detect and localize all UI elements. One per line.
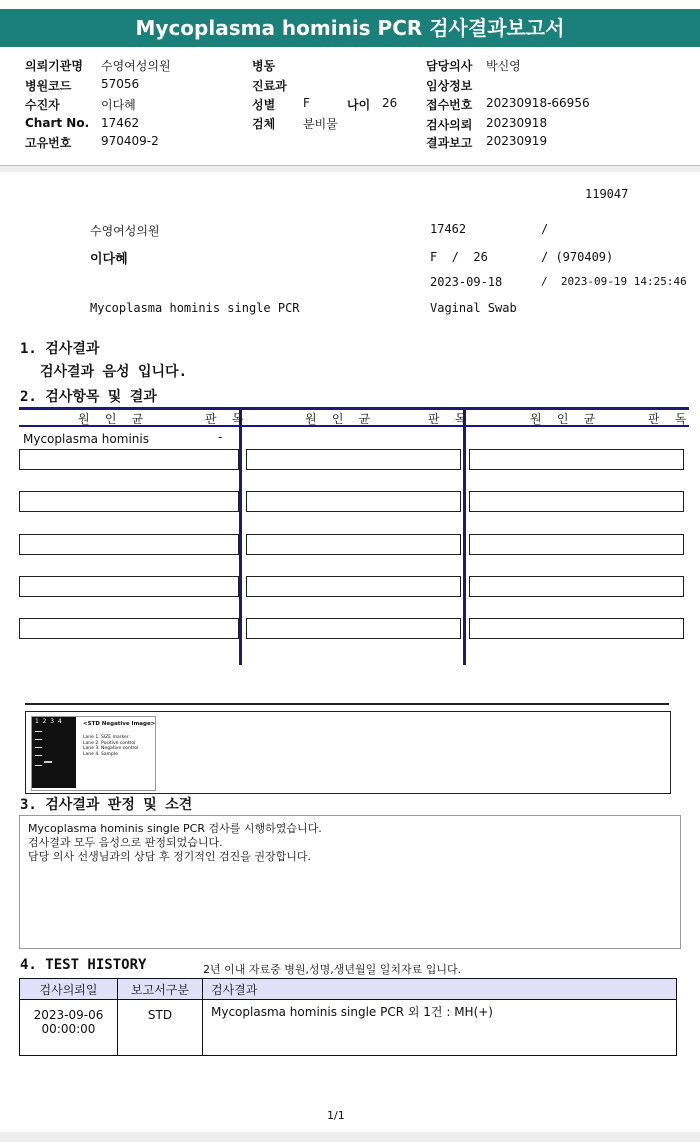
gel-band [35,755,42,756]
clinical-info-label: 임상정보 [426,79,473,93]
sex-value: F [303,96,310,110]
gel-band [35,731,42,732]
pathogen-result: - [218,430,223,444]
opinion-box [19,815,681,949]
opinion-line: Mycoplasma hominis single PCR 검사를 시행하였습니다. [28,822,322,835]
result-box [469,491,684,512]
section1-title: 1. 검사결과 [20,341,100,357]
info-id: / (970409) [541,250,614,264]
section4-title: 4. TEST HISTORY [20,957,147,973]
history-table [19,978,677,1056]
result-box [469,576,684,597]
receipt-no-value: 20230918-66956 [486,96,590,110]
info-sex-age: F / 26 [430,250,488,264]
history-type: STD [118,1000,203,1056]
col-pathogen-2: 원 인 균 [305,412,375,426]
gel-top-rule [25,703,669,705]
report-title: Mycoplasma hominis PCR 검사결과보고서 [0,9,700,47]
history-col-type: 보고서구분 [118,979,203,1000]
patient-value: 이다혜 [101,98,136,112]
specimen-value: 분비물 [303,117,338,131]
chart-no-label: Chart No. [25,116,90,130]
gel-legend-item: Lane 4. Sample [83,751,118,757]
hospital-label: 의뢰기관명 [25,59,83,73]
patient-label: 수진자 [25,98,60,112]
history-date-cell [20,1000,118,1056]
gel-band [35,739,42,740]
history-col-date: 검사의뢰일 [20,979,118,1000]
result-box [19,534,239,555]
info-report-datetime: / 2023-09-19 14:25:46 [541,275,687,288]
gel-legend-item: Lane 1. SIZE marker [83,735,129,740]
doctor-label: 담당의사 [426,59,473,73]
report-label: 결과보고 [426,136,473,150]
col-judge-3: 판 독 [648,412,691,426]
section3-title: 3. 검사결과 판정 및 소견 [20,797,193,813]
request-label: 검사의뢰 [426,118,473,132]
opinion-line: 검사결과 모두 음성으로 판정되었습니다. [28,836,223,849]
result-box [469,449,684,470]
history-time: 00:00:00 [41,1022,96,1036]
chart-no-value: 17462 [101,116,140,130]
gel-legend [83,735,138,757]
hospital-code-label: 병원코드 [25,79,72,93]
page-bottom-band [0,1132,700,1142]
page-number: 1/1 [327,1109,345,1122]
info-hospital: 수영여성의원 [90,224,160,238]
gel-lanes-image [32,717,76,788]
result-box [19,491,239,512]
result-box [246,618,461,639]
info-specimen: Vaginal Swab [430,301,517,315]
result-box [246,491,461,512]
col-judge-2: 판 독 [428,412,471,426]
col-pathogen-3: 원 인 균 [530,412,600,426]
gel-legend-item: Lane 2. Positive control [83,740,136,746]
history-note: 2년 이내 자료중 병원,성명,생년월일 일치자료 입니다. [203,963,462,976]
info-request-date: 2023-09-18 [430,275,503,289]
specimen-label: 검체 [252,117,276,131]
page-band [0,166,700,172]
gel-legend-item: Lane 3. Negative control [83,746,139,751]
result-box [246,576,461,597]
section2-title: 2. 검사항목 및 결과 [20,389,157,405]
gel-caption: <STD Negative Image> [83,721,156,727]
result-box [19,449,239,470]
table-row [20,1000,677,1056]
results-col-divider-2 [463,407,466,665]
receipt-no-label: 접수번호 [426,98,473,112]
report-number: 119047 [585,187,629,201]
results-col-divider-1 [239,407,242,665]
opinion-line: 담당 의사 선생님과의 상담 후 정기적인 검진을 권장합니다. [28,850,311,863]
dept-label: 진료과 [252,79,287,93]
ward-label: 병동 [252,59,276,73]
history-header-row [20,979,677,1000]
history-col-result: 검사결과 [203,979,677,1000]
unique-no-value: 970409-2 [101,134,159,148]
age-label: 나이 [347,98,371,112]
result-box [19,576,239,597]
report-value: 20230919 [486,134,548,148]
info-chart-sep: / [541,222,549,236]
hospital-value: 수영여성의원 [101,59,171,73]
info-test-name: Mycoplasma hominis single PCR [90,301,300,315]
unique-no-label: 고유번호 [25,136,72,150]
request-value: 20230918 [486,116,548,130]
col-pathogen-1: 원 인 균 [78,412,148,426]
result-box [246,449,461,470]
gel-band [35,765,42,766]
result-box [469,618,684,639]
history-result: Mycoplasma hominis single PCR 외 1건 : MH(+) [203,1000,677,1056]
history-date: 2023-09-06 [33,1008,104,1022]
info-patient: 이다혜 [90,252,128,267]
pathogen-name: Mycoplasma hominis [23,432,149,446]
gel-lane-numbers: 1 2 3 4 [35,718,62,725]
gel-band [35,747,42,748]
result-box [19,618,239,639]
result-box [469,534,684,555]
hospital-code-value: 57056 [101,77,140,91]
doctor-value: 박신영 [486,59,521,73]
col-judge-1: 판 독 [205,412,248,426]
age-value: 26 [382,96,398,110]
section1-result: 검사결과 음성 입니다. [40,364,188,380]
result-box [246,534,461,555]
info-chart: 17462 [430,222,467,236]
sex-label: 성별 [252,98,276,112]
gel-band [44,761,52,763]
